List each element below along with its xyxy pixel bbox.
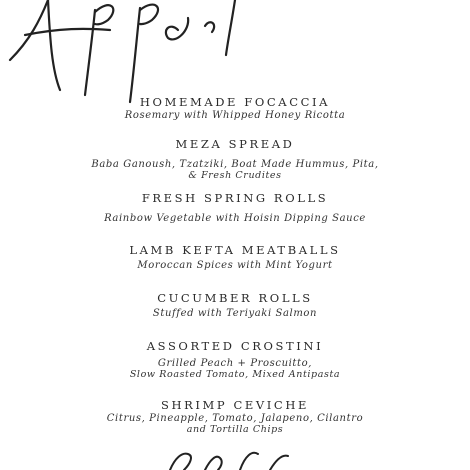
menu-item-name: FRESH SPRING ROLLS <box>141 191 329 205</box>
menu-item-name: ASSORTED CROSTINI <box>146 339 324 353</box>
menu-item-description: Citrus, Pineapple, Tomato, Jalapeno, Cilantro <box>106 413 364 424</box>
menu-item-description: Stuffed with Teriyaki Salmon <box>152 308 318 319</box>
menu-item-description: Moroccan Spices with Mint Yogurt <box>137 260 333 271</box>
menu-item-description-line2: & Fresh Crudites <box>188 170 282 181</box>
menu-item-description: Rainbow Vegetable with Hoisin Dipping Sauce <box>104 213 366 224</box>
menu-item-description-line2: and Tortilla Chips <box>186 424 284 435</box>
appetizers-script-heading <box>0 0 470 110</box>
menu-item-name: HOMEMADE FOCACCIA <box>139 95 331 109</box>
menu-item-description-line2: Slow Roasted Tomato, Mixed Antipasta <box>129 369 341 380</box>
menu-item-focaccia <box>0 95 470 121</box>
menu-item-description: Baba Ganoush, Tzatziki, Boat Made Hummus, Pita, <box>91 159 379 170</box>
menu-item-name: CUCUMBER ROLLS <box>157 291 313 305</box>
menu-item-crostini <box>0 339 470 380</box>
menu-item-shrimp-ceviche <box>0 398 470 435</box>
menu-item-meza-spread <box>0 137 470 181</box>
menu-item-name: LAMB KEFTA MEATBALLS <box>129 243 341 257</box>
menu-item-description: Rosemary with Whipped Honey Ricotta <box>124 110 346 121</box>
menu-item-spring-rolls <box>0 191 470 224</box>
menu-item-description: Grilled Peach + Proscuitto, <box>157 358 313 369</box>
menu-item-cucumber-rolls <box>0 291 470 319</box>
menu-item-lamb-kefta <box>0 243 470 271</box>
bottom-script-flourish <box>150 448 310 470</box>
menu-item-name: MEZA SPREAD <box>175 137 295 151</box>
menu-item-name: SHRIMP CEVICHE <box>161 398 309 412</box>
